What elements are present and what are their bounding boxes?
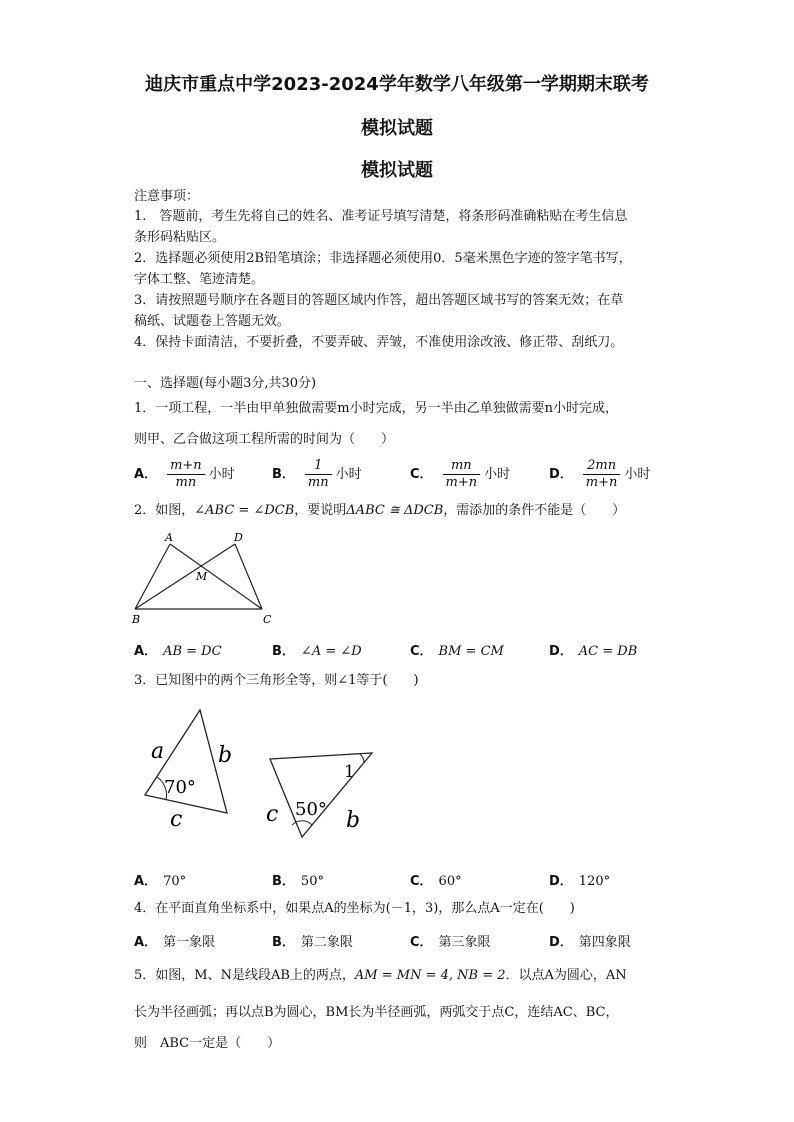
fig1-label-c: c — [170, 807, 183, 830]
fig1-label-b: b — [218, 743, 233, 768]
fig1-angle: 70° — [164, 777, 196, 798]
q4-stem: 4．在平面直角坐标系中，如果点A的坐标为(－1，3)，那么点A一定在( ) — [134, 901, 575, 916]
fig2-angle: 50° — [295, 799, 327, 820]
label-a: A — [165, 531, 173, 544]
exam-title: 迪庆市重点中学2023-2024学年数学八年级第一学期期末联考 — [145, 74, 649, 95]
q2-figure — [130, 530, 280, 626]
q2-option-d[interactable]: D． AC = DB — [549, 644, 638, 659]
notice-heading: 注意事项： — [134, 189, 200, 204]
q2-option-c[interactable]: C． BM = CM — [410, 644, 504, 659]
section-heading: 一、选择题(每小题3分,共30分) — [134, 376, 317, 391]
label-d: D — [234, 531, 243, 544]
q4-option-b[interactable]: B． 第二象限 — [272, 935, 353, 950]
q5-stem-line1: 5．如图，M、N是线段AB上的两点，AM = MN = 4, NB = 2．以点A为圆心，AN — [134, 968, 627, 983]
q2-stem: 2．如图，∠ABC = ∠DCB，要说明ΔABC ≅ ΔDCB，需添加的条件不能是（ ） — [134, 503, 626, 518]
q2-option-a[interactable]: A． AB = DC — [134, 644, 222, 659]
q1-stem-line2: 则甲、乙合做这项工程所需的时间为（ ） — [134, 432, 395, 447]
notice-line: 3．请按照题号顺序在各题目的答题区域内作答，超出答题区域书写的答案无效；在草 — [134, 293, 624, 308]
notice-line: 4．保持卡面清洁，不要折叠，不要弄破、弄皱，不准使用涂改液、修正带、刮纸刀。 — [134, 335, 624, 350]
q3-stem: 3．已知图中的两个三角形全等，则∠1等于( ) — [134, 673, 419, 688]
q3-option-d[interactable]: D． 120° — [549, 874, 611, 889]
q5-stem-line2: 长为半径画弧；再以点B为圆心，BM长为半径画弧，两弧交于点C，连结AC、BC， — [134, 1005, 619, 1020]
exam-subtitle: 模拟试题 — [361, 118, 433, 139]
q1-option-a[interactable]: A． $\frac{m+n}{mn}$ 小时 — [134, 458, 235, 490]
fig1-label-a: a — [151, 739, 165, 764]
fig2-label-1: 1 — [344, 762, 355, 782]
exam-subtitle-repeat: 模拟试题 — [361, 160, 433, 181]
q3-option-c[interactable]: C． 60° — [410, 874, 462, 889]
segment-db — [135, 544, 235, 609]
q1-option-d[interactable]: D． $\frac{2mn}{m+n}$ 小时 — [549, 458, 651, 490]
notice-line: 稿纸、试题卷上答题无效。 — [134, 314, 291, 329]
q4-option-d[interactable]: D． 第四象限 — [549, 935, 631, 950]
q4-option-c[interactable]: C． 第三象限 — [410, 935, 491, 950]
notice-line: 字体工整、笔迹清楚。 — [134, 272, 265, 287]
q1-option-b[interactable]: B． $\frac{1}{mn}$ 小时 — [272, 458, 362, 490]
notice-line: 2．选择题必须使用2B铅笔填涂；非选择题必须使用0．5毫米黑色字迹的签字笔书写， — [134, 251, 632, 266]
fig2-label-c: c — [266, 802, 279, 827]
q3-figure-left — [135, 705, 245, 830]
fig2-label-b: b — [346, 808, 361, 833]
label-b: B — [132, 613, 141, 626]
q1-option-c[interactable]: C． $\frac{mn}{m+n}$ 小时 — [410, 458, 511, 490]
q5-stem-line3: 则 ABC一定是（ ） — [134, 1036, 281, 1051]
q3-option-b[interactable]: B． 50° — [272, 874, 324, 889]
q3-option-a[interactable]: A． 70° — [134, 874, 187, 889]
q2-option-b[interactable]: B． ∠A = ∠D — [272, 644, 362, 659]
q1-option-a-fraction: $\frac{m+n}{mn}$ — [167, 458, 205, 491]
q3-figure-right — [262, 745, 387, 840]
notice-line: 条形码粘贴区。 — [134, 230, 226, 245]
notice-line: 1. 答题前，考生先将自己的姓名、准考证号填写清楚，将条形码准确粘贴在考生信息 — [134, 209, 628, 224]
q1-stem-line1: 1．一项工程，一半由甲单独做需要m小时完成，另一半由乙单独做需要n小时完成， — [134, 401, 618, 416]
label-m: M — [196, 570, 208, 583]
q1-option-b-fraction: $\frac{1}{mn}$ — [305, 458, 332, 491]
q1-option-c-fraction: $\frac{mn}{m+n}$ — [443, 458, 481, 491]
q4-option-a[interactable]: A． 第一象限 — [134, 935, 216, 950]
q1-option-d-fraction: $\frac{2mn}{m+n}$ — [583, 458, 621, 491]
segment-ba — [135, 544, 170, 609]
label-c: C — [263, 613, 272, 626]
